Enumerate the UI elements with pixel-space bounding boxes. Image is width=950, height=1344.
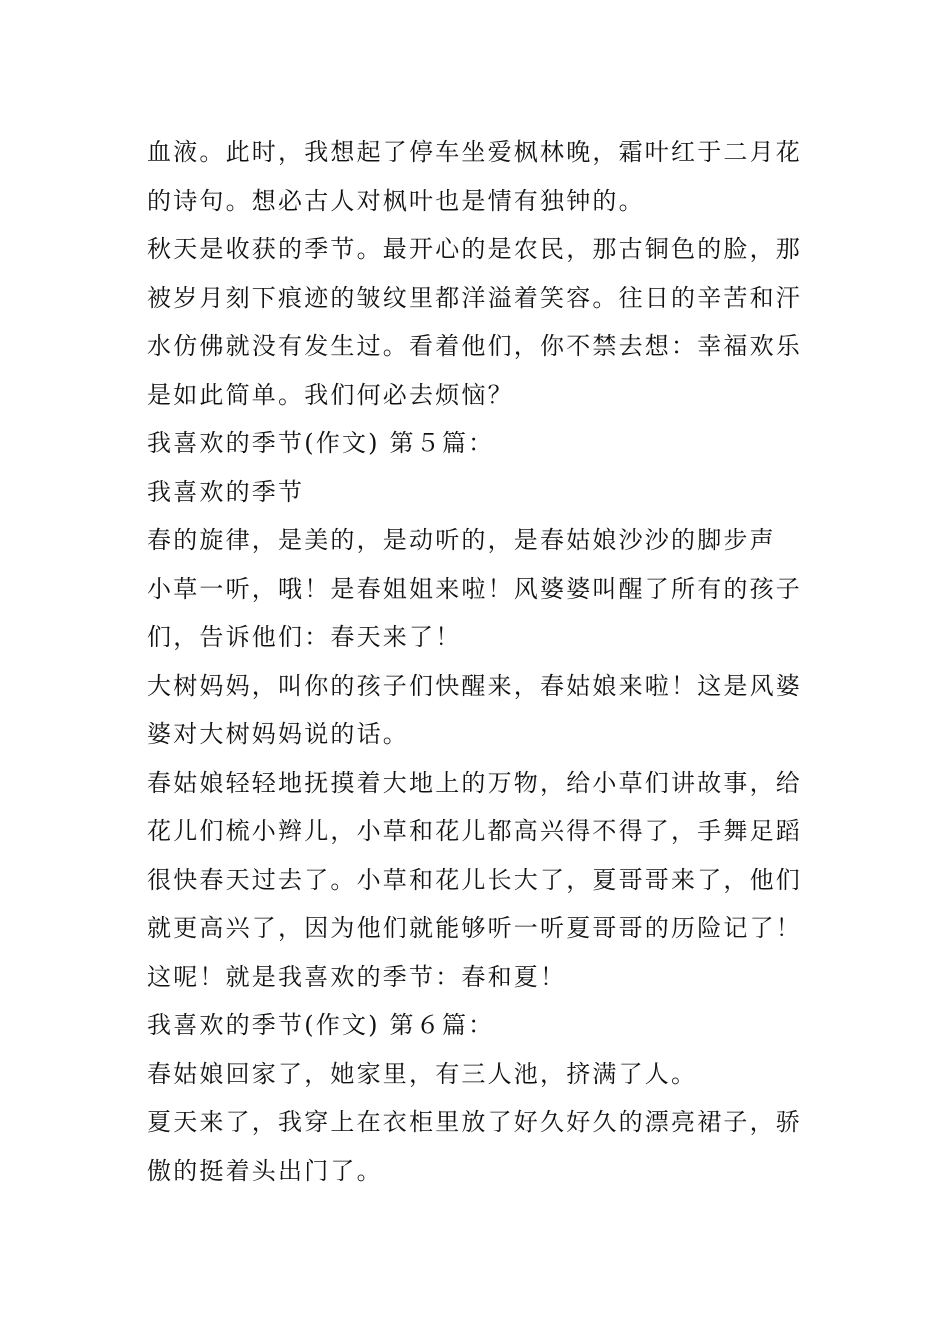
paragraph: 春姑娘回家了，她家里，有三人池，挤满了人。 (147, 1059, 698, 1088)
paragraph: 春的旋律，是美的，是动听的，是春姑娘沙沙的脚步声 (147, 526, 776, 554)
paragraph: 秋天是收获的季节。最开心的是农民，那古铜色的脸，那被岁月刻下痕迹的皱纹里都洋溢着笑容。往日的辛苦和汗水仿佛就没有发生过。看着他们，你不禁去想：幸福欢乐是如此简单。我们何必去烦恼？ (147, 235, 802, 409)
document-body (147, 128, 817, 1195)
section-heading: 我喜欢的季节(作文) 第５篇： (147, 429, 495, 457)
paragraph: 小草一听，哦！是春姐姐来啦！风婆婆叫醒了所有的孩子们，告诉他们：春天来了！ (147, 574, 802, 651)
paragraph: 夏天来了，我穿上在衣柜里放了好久好久的漂亮裙子，骄傲的挺着头出门了。 (147, 1108, 802, 1185)
paragraph: 春姑娘轻轻地抚摸着大地上的万物，给小草们讲故事，给花儿们梳小辫儿，小草和花儿都高兴得不得了，手舞足蹈很快春天过去了。小草和花儿长大了，夏哥哥来了，他们就更高兴了，因为他们就能够听一听夏哥哥的历险记了！ (147, 768, 802, 942)
paragraph: 血液。此时，我想起了停车坐爱枫林晚，霜叶红于二月花的诗句。想必古人对枫叶也是情有独钟的。 (147, 138, 802, 215)
paragraph: 这呢！就是我喜欢的季节：春和夏！ (147, 962, 567, 991)
essay-title: 我喜欢的季节 (147, 477, 305, 506)
section-heading: 我喜欢的季节(作文) 第６篇： (147, 1011, 495, 1039)
paragraph: 大树妈妈，叫你的孩子们快醒来，春姑娘来啦！这是风婆婆对大树妈妈说的话。 (147, 671, 802, 748)
